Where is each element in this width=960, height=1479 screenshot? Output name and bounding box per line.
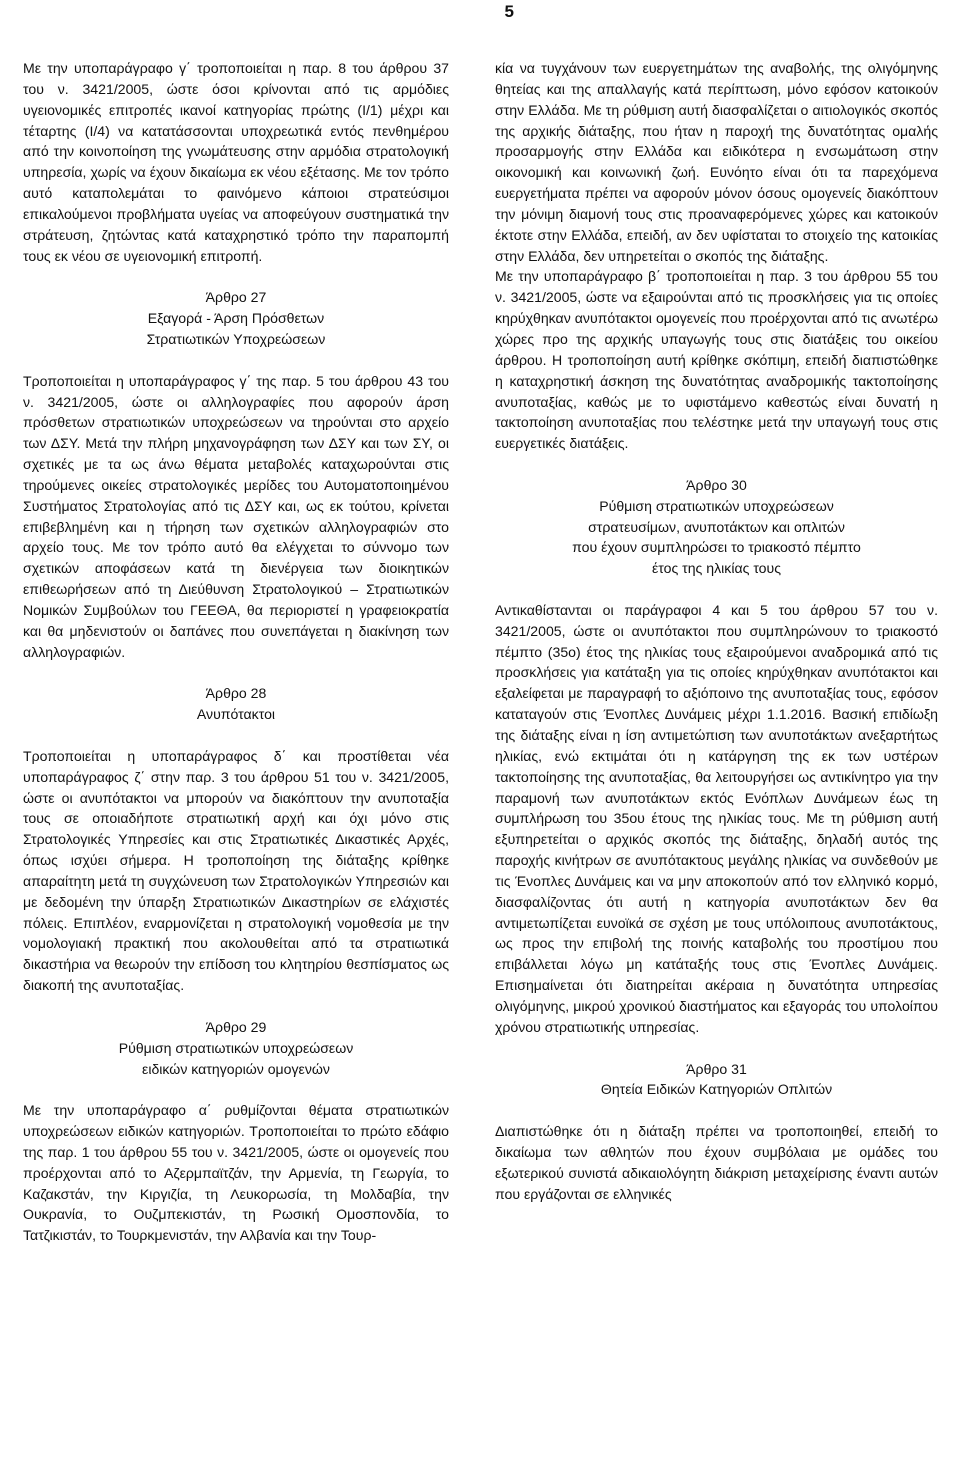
right-column	[495, 58, 938, 1204]
paragraph: Με την υποπαράγραφο β΄ τροποποιείται η παρ. 3 του άρθρου 55 του ν. 3421/2005, ώστε να εξαιρούνται από τις προσκλήσεις για τις οποίες κηρύχθηκαν ανυπότακτοι ομογενείς που προέρχονται από τις ανωτέρω χώρες προ της αρχικής υπαγωγής τους στις διατάξεις του οικείου άρθρου. Η τροποποίηση αυτή κρίθηκε σκόπιμη, επειδή διαπιστώθηκε η καταχρηστική άσκηση της δυνατότητας αναδρομικής τακτοποίησης ανυποταξίας, καθώς με το υφιστάμενο καθεστώς είναι δυνατή η τακτοποίηση ανυποταξίας που τελέστηκε μετά την υπαγωγή τους στις ευεργετικές διατάξεις.	[495, 268, 938, 452]
paragraph: Αντικαθίστανται οι παράγραφοι 4 και 5 του άρθρου 57 του ν. 3421/2005, ώστε οι ανυπότακτοι που συμπληρώνουν το τριακοστό πέμπτο (35ο) έτος της ηλικίας τους εξαιρούμενοι αναδρομικά από τις προσκλήσεις για κατάταξη για τις οποίες κηρύχθηκαν ανυπότακτοι και εξαλείφεται με παραγραφή το αξιόποινο της ανυποταξίας τους, εφόσον καταταγούν στις Ένοπλες Δυνάμεις μέχρι 1.1.2016. Βασική επιδίωξη της διάταξης είναι η ίση αντιμετώπιση των ανυποτάκτων ανεξαρτήτως ηλικίας, ενώ εκτιμάται ότι η κατάργηση της εκ των υστέρων τακτοποίησης της ανυποταξίας, θα λειτουργήσει ως αντικίνητρο για την παραμονή των ανυποτάκτων εκτός Ενόπλων Δυνάμεων έως τη συμπλήρωση του 35ου έτους της ηλικίας τους. Με τη ρύθμιση αυτή εξυπηρετείται ο αρχικός σκοπός της διάταξης, δηλαδή αυτός της παροχής κινήτρων σε ανυπότακτους μεγάλης ηλικίας να συνδεθούν με τις Ένοπλες Δυνάμεις και να μην αποκοπούν από τον ελληνικό κορμό, διασφαλίζοντας ότι αυτή η κατηγορία ανυποτάκτων δεν θα αντιμετωπίζεται ευνοϊκά σε σχέση με τους υπόλοιπους ανυποτάκτους, ως προς την επιβολή της ποινής καταβολής του προστίμου που επιβάλλεται λόγω μη κατάταξής τους στις Ένοπλες Δυνάμεις. Επισημαίνεται ότι διατηρείται ακέραια η δυνατότητα υπηρεσίας ολιγόμηνης, μικρού χρονικού διαστήματος και εξαγοράς του υπολοίπου χρόνου στρατιωτικής υπηρεσίας.	[495, 601, 938, 1035]
paragraph: Διαπιστώθηκε ότι η διάταξη πρέπει να τροποποιηθεί, επειδή το δικαίωμα των αθλητών που έχουν συμβόλαια με ομάδες του εξωτερικού συνιστά αδικαιολόγητη διάκριση μεταχείρισης έναντι αυτών που εργάζονται σε ελληνικές	[495, 1123, 938, 1202]
article-27-title: Άρθρο 27	[205, 289, 267, 306]
article-28-subtitle: Ανυπότακτοι	[196, 706, 276, 723]
article-30-subtitle: έτος της ηλικίας τους	[651, 560, 782, 577]
left-column	[23, 58, 449, 1246]
article-30-subtitle: στρατευσίμων, ανυποτάκτων και οπλιτών	[588, 518, 845, 535]
spacer	[23, 662, 449, 683]
spacer	[495, 454, 938, 475]
spacer	[495, 1100, 938, 1121]
spacer	[23, 350, 449, 371]
paragraph: Τροποποιείται η υποπαράγραφος γ΄ της παρ. 5 του άρθρου 43 του ν. 3421/2005, ώστε οι αλληλογραφίες που αφορούν άρση πρόσθετων στρατιωτικών υποχρεώσεων να τηρούνται στο αρχείο των ΔΣΥ. Μετά την πλήρη μηχανογράφηση των ΔΣΥ και των ΣΥ, οι σχετικές με τα ως άνω θέματα μεταβολές καταχωρούνται στις τηρούμενες οικείες στρατολογικές μερίδες του Αυτοματοποιημένου Συστήματος Στρατολογίας από τις ΔΣΥ και, ως εκ τούτου, κρίνεται επιβεβλημένη και η τήρηση των σχετικών αλληλογραφιών στο αρχείο τους. Με τον τρόπο αυτό θα ελέγχεται το σύννομο των σχετικών αποφάσεων κατά τη διενέργεια των διοικητικών επιθεωρήσεων από τη Διεύθυνση Στρατολογικού – Στρατιωτικών Νομικών Συμβούλων του ΓΕΕΘΑ, θα περιοριστεί η γραφειοκρατία και θα μηδενιστούν οι δαπάνες που συνεπάγεται η διακίνηση των αλληλογραφιών.	[23, 372, 449, 660]
article-31-title: Άρθρο 31	[686, 1060, 747, 1077]
spacer	[23, 996, 449, 1017]
article-30-subtitle: Ρύθμιση στρατιωτικών υποχρεώσεων	[599, 497, 834, 514]
article-27-subtitle: Στρατιωτικών Υποχρεώσεων	[146, 330, 326, 347]
article-28-title: Άρθρο 28	[205, 685, 267, 702]
paragraph: Με την υποπαράγραφο α΄ ρυθμίζονται θέματα στρατιωτικών υποχρεώσεων ειδικών κατηγοριών. Τροποποιείται το πρώτο εδάφιο της παρ. 1 του άρθρου 55 του ν. 3421/2005, ώστε οι ομογενείς που προέρχονται από το Αζερμπαϊτζάν, την Αρμενία, τη Γεωργία, το Καζακστάν, την Κιργιζία, τη Λευκορωσία, τη Μολδαβία, την Ουκρανία, το Ουζμπεκιστάν, τη Ρωσική Ομοσπονδία, το Τατζικιστάν, το Τουρκμενιστάν, την Αλβανία και την Τουρ-	[23, 1102, 449, 1244]
spacer	[23, 1079, 449, 1100]
article-29-subtitle: Ρύθμιση στρατιωτικών υποχρεώσεων	[118, 1039, 354, 1056]
article-31-subtitle: Θητεία Ειδικών Κατηγοριών Οπλιτών	[600, 1081, 833, 1098]
paragraph: κία να τυγχάνουν των ευεργετημάτων της αναβολής, της ολιγόμηνης θητείας και της απαλλαγής κατά περίπτωση, μόνο εφόσον κατοικούν στην Ελλάδα. Με τη ρύθμιση αυτή διασφαλίζεται ο αιτιολογικός σκοπός της αρχικής διάταξης, που ήταν η παροχή της δυνατότητας ομαλής προσαρμογής στην Ελλάδα και ειδικότερα η ενσωμάτωση στην οικονομική και κοινωνική ζωή. Ευνόητο είναι ότι τα παρεχόμενα ευεργετήματα πρέπει να αφορούν μόνον όσους ομογενείς διακόπτουν την μόνιμη διαμονή τους στις προαναφερόμενες χώρες και κατοικούν έκτοτε στην Ελλάδα, επειδή, αν δεν υφίσταται το στοιχείο της κατοικίας στην Ελλάδα, δεν υπηρετείται ο σκοπός της διάταξης.	[495, 60, 938, 264]
spacer	[495, 579, 938, 600]
article-30-title: Άρθρο 30	[686, 476, 747, 493]
page-number: 5	[504, 2, 514, 21]
spacer	[23, 266, 449, 287]
paragraph: Με την υποπαράγραφο γ΄ τροποποιείται η παρ. 8 του άρθρου 37 του ν. 3421/2005, ώστε όσοι κρίνονται από τις αρμόδιες υγειονομικές επιτροπές ικανοί κατηγορίας πρώτης (Ι/1) μέχρι και τέταρτης (Ι/4) να κατατάσσονται υποχρεωτικά εντός πενθημέρου από την κοινοποίηση της γνωμάτευσης στην αρμόδια στρατολογική υπηρεσία, χωρίς να έχουν δικαίωμα εκ νέου εξέτασης. Με τον τρόπο αυτό καταπολεμάται το φαινόμενο κάποιοι στρατεύσιμοι επικαλούμενοι προβλήματα υγείας να αποφεύγουν συστηματικά την στράτευση, ζητώντας κατά καταχρηστικό τρόπο την παραπομπή τους εκ νέου σε υγειονομική επιτροπή.	[23, 60, 449, 264]
spacer	[23, 725, 449, 746]
spacer	[495, 1038, 938, 1059]
article-29-title: Άρθρο 29	[205, 1018, 267, 1035]
paragraph: Τροποποιείται η υποπαράγραφος δ΄ και προστίθεται νέα υποπαράγραφος ζ΄ στην παρ. 3 του άρθρου 51 του ν. 3421/2005, ώστε οι ανυπότακτοι να μπορούν να διακόπτουν την ανυποταξία τους σε οποιαδήποτε στρατιωτική αρχή και όχι μόνο στις Στρατολογικές Υπηρεσίες και στις Στρατιωτικές Δικαστικές Αρχές, όπως ισχύει σήμερα. Η τροποποίηση της διάταξης κρίθηκε απαραίτητη μετά τη συγχώνευση των Στρατολογικών Υπηρεσιών και με δεδομένη την ύπαρξη Στρατιωτικών Δικαστηρίων σε ελάχιστές πόλεις. Επιπλέον, εναρμονίζεται η στρατολογική νομοθεσία με την νομολογιακή πρακτική που ακολουθείται από τα στρατιωτικά δικαστήρια να θεωρούν την επίδοση του κλητηρίου θεσπίσματος ως διακοπή της ανυποταξίας.	[23, 747, 449, 994]
article-30-subtitle: που έχουν συμπληρώσει το τριακοστό πέμπτο	[572, 539, 861, 556]
article-29-subtitle: ειδικών κατηγοριών ομογενών	[142, 1060, 330, 1077]
article-27-subtitle: Εξαγορά - Άρση Πρόσθετων	[147, 310, 325, 327]
